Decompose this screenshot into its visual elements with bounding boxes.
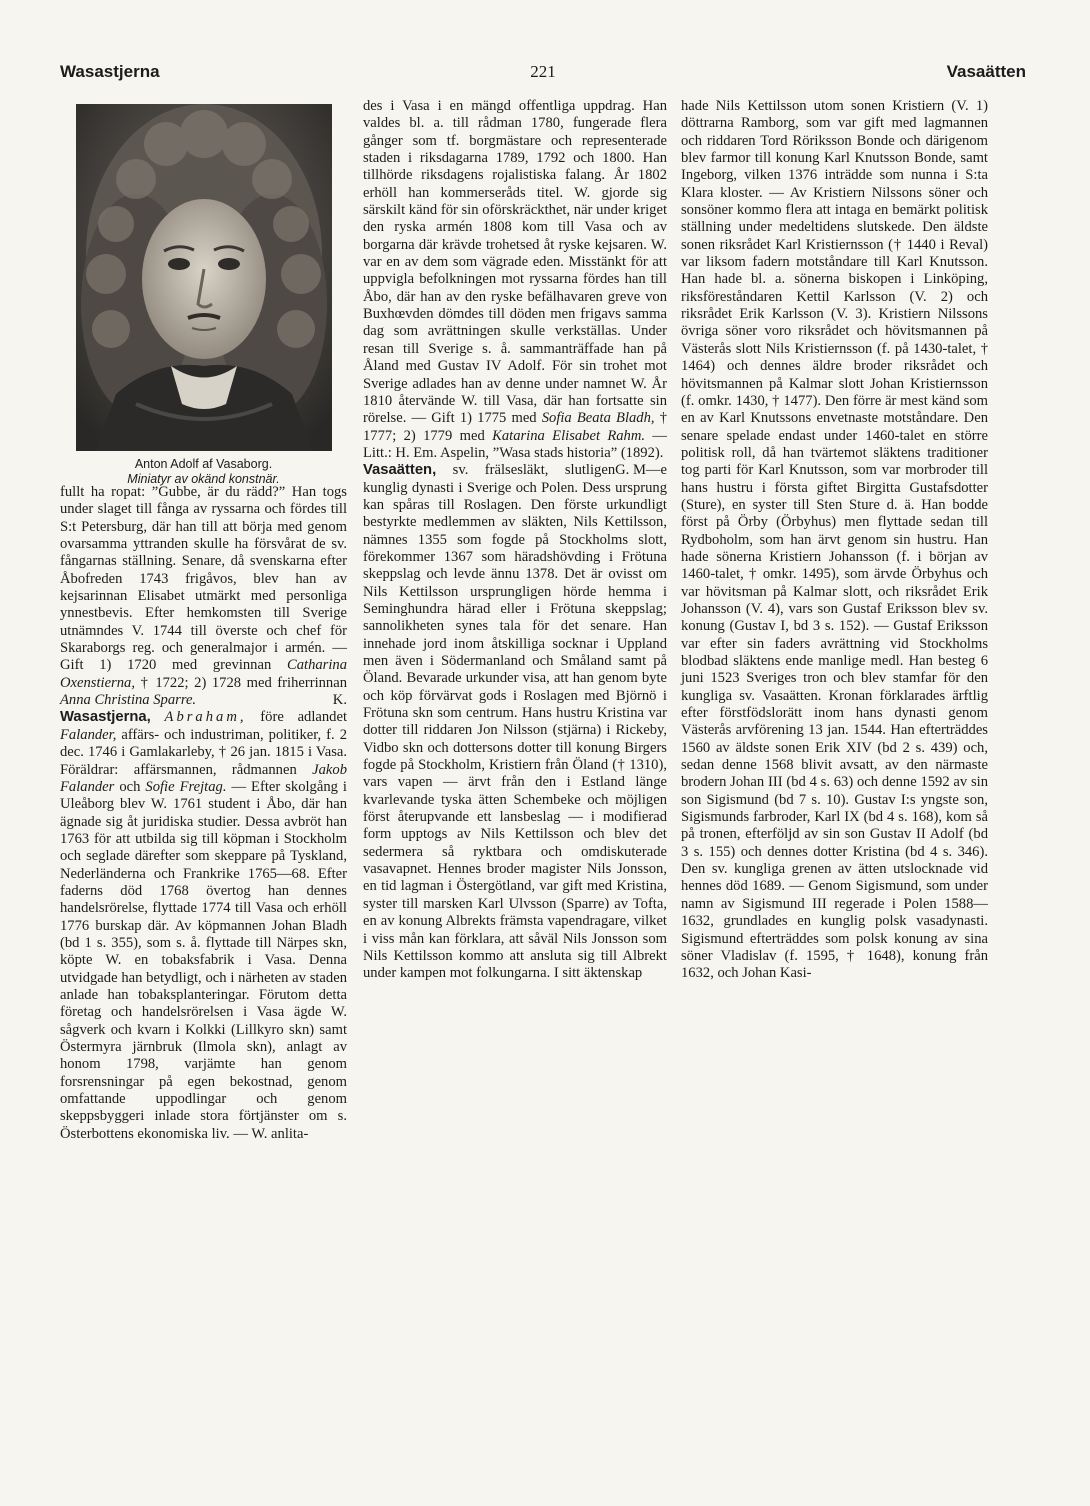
text-run: sv. frälsesläkt, slutligen kunglig dynasti i Sverige och Polen. Dess ursprung kan spåras till Roslagen. Den förste urkundligt bestyrkte medlemmen av släkten, Nils Kettilsson, nämnes 1355 som fogde på Stockholms slott, förekommer 1367 som häradshövding i Frötuna skeppslag och levde ännu 1378. Det är ovisst om Nils Kettilsson ursprungligen hörde hemma i Seminghundra härad eller i Frötuna skeppslag; sannolikheten synes tala för det senare. Han innehade jord inom åtskilliga socknar i Uppland men även i Södermanland och Småland samt på Öland. Bevarade urkunder visa, att han genom byte och köp förvärvat gods i Roslagen med Björnö i Frötuna skn som centrum. Hans hustru Kristina var dotter till riddaren Jon Nilsson (stjärna) i Rickeby, Vidbo skn och dottersons dotter till konung Birgers fogde på Stockholm, Kristiern från Öland († 1310), vars vapen — ärvt från den i Estland länge kvarlevande tyska ätten Schembeke och möjligen först återupvande ett lansbeslag — i modifierad form upptogs av Nils Kettilsson och blev det sedermera så ryktbara och omdiskuterade vasavapnet. Hennes broder magister Nils Jonsson, en tid lagman i Östergötland, var gift med Kristina, syster till marsken Karl Ulvsson (Sparre) av Tofta, en av konung Albrekts främsta vapendragare, vilket i viss mån kan förklara, att såväl Nils Jonsson som Nils Kettilsson kommo att ansluta sig till Albrekt under kampen mot folkungarna. I sitt äktenskap [363,462,667,982]
father-name: Jakob Falander [60,761,347,795]
text-run: — Litt.: H. Em. Aspelin, ”Wasa stads historia” (1892). [363,427,667,461]
text-run: före adlandet [260,709,347,726]
text-run: † 1777; 2) 1779 med [363,410,667,444]
author-signature: G. M—e [615,462,667,479]
text-column-3 [681,98,988,983]
given-name: Abraham, [164,709,247,726]
entry-abraham-wasastjerna [60,709,347,1143]
portrait-image [76,104,332,451]
portrait-illustration [76,104,332,451]
running-header [60,62,1026,88]
entry-vasaatten [363,462,667,982]
text-run: affärs- och industriman, politiker, f. 2 dec. 1746 i Gamlakarleby, † 26 jan. 1815 i Vasa. Föräldrar: affärsmannen, rådmannen [60,726,347,778]
text-column-1 [60,484,347,1143]
caption-title: Anton Adolf af Vasaborg. [134,457,273,471]
paragraph-vasaatten-continued: hade Nils Kettilsson utom sonen Kristiern (V. 1) döttrarna Ramborg, som var gift med lagmannen och riddaren Tord Röriksson Bonde och därigenom blev farmor till konung Karl Knutsson Bonde, samt Ingeborg, vilken 1376 inträdde som nunna i S:ta Klara kloster. — Av Kristiern Nilssons söner och sonsöner kommo flera att intaga en bemärkt politisk ställning under medeltidens slutskede. Den äldste sonen riksrådet Karl Kristiernsson († 1440 i Reval) var liksom fadern motståndare till Karl Knutsson. Han hade bl. a. sönerna biskopen i Linköping, riksföreståndaren Kettil Karlsson (V. 2) och riksrådet Erik Karlsson (V. 3). Kristiern Nilssons övriga söner voro riksrådet och hövitsmannen på Västerås slott Nils Kristiernsson (f. på 1430-talet, † 1464) och dennes äldre broder riksrådet och hövitsmannen på Kalmar slott Johan Kristiernsson (f. omkr. 1430, † 1477). Den förre är mest känd som en av Karl Knutssons envetnaste motståndare. Den senare spelade endast under 1460-talet en större politisk roll, då han tvärtemot släktens traditioner tog parti för Karl Knutsson, som var morbroder till hans hustru i första giftet Birgitta Gustafsdotter (Sture), en syster till Sten Sture d. ä. Han bodde först på Örby (Örbyhus) men flyttade sedan till Rydboholm, som han ärvt genom sin hustru. Han hade sönerna Kristiern Johansson (f. i början av 1460-talet, † omkr. 1495), som ärvde Örbyhus och var hövitsman på Kalmar slott, och riksrådet Erik Johansson (V. 4), vars son Gustaf Eriksson blev sv. konung (Gustav I, bd 3 s. 152). — Gustaf Eriksson var efter sin faders avrättning vid Stockholms blodbad släktens ende manlige medl. Han besteg 6 juni 1523 Sveriges tron och blev stamfar för den kungliga sv. Vasaätten. Kronan förklarades ärftlig efter förstfödslorätt inom hans dynasti genom Västerås arvförening 13 jan. 1544. Han efterträddes 1560 av äldste sonen Erik XIV (bd 2 s. 439) och, sedan denne 1568 blivit avsatt, av den närmaste brodern Johan III (bd 4 s. 63) och denne 1592 av sin son Sigismund (bd 7 s. 10). Gustav I:s yngste son, Sigismunds farbroder, Karl IX (bd 4 s. 168), kom så på tronen, efterföljd av sin son Gustav II Adolf (bd 3 s. 155) och dennes dotter Kristina (bd 4 s. 346). Den sv. kungliga grenen av ätten utslocknade vid hennes död 1689. — Genom Sigismund, som under namn av Sigismund III regerade i Polen 1588—1632, grundlades en kunglig polsk vasadynasti. Sigismund efterträddes som polsk konung av sina söner Vladislav (f. 1595, † 1648), konung från 1632, och Johan Kasi- [681,98,988,982]
page-number: 221 [530,62,556,81]
author-signature: K. [332,692,347,709]
former-surname: Falander, [60,726,117,743]
text-column-2 [363,98,667,983]
text-run: och [119,778,141,795]
figure-caption [60,457,347,487]
spouse-name: Sofia Beata Bladh, [541,410,655,427]
spouse-name: Anna Christina Sparre. [60,692,197,709]
entry-headword: Vasaätten, [363,462,437,479]
text-run: fullt ha ropat: ”Gubbe, är du rädd?” Han togs under slaget till fånga av ryssarna och fördes till S:t Petersburg, där han till att börja med genom ovarsamma yttranden skulle ha försvårat de sv. fångarnas ställning. Senare, då svenskarna efter Åbofreden 1743 frigåvos, blev han av kejsarinnan Elisabet utmärkt med personliga ynnestbevis. Efter hemkomsten till Sverige utnämndes V. 1744 till överste och chef för Skaraborgs reg. och generalmajor i armén. — Gift 1) 1720 med grevinnan [60,484,347,674]
mother-name: Sofie Frejtag. [145,778,227,795]
entry-headword: Wasastjerna, [60,709,151,726]
caption-subtitle: Miniatyr av okänd konstnär. [127,472,280,486]
header-right-title: Vasaätten [946,62,1026,81]
spouse-name: Catharina Oxenstierna, [60,657,347,691]
spouse-name: Katarina Elisabet Rahm. [492,427,646,444]
text-run: † 1722; 2) 1728 med friherrinnan [140,674,347,691]
paragraph-anton-adolf-continued [60,484,347,709]
header-left-title: Wasastjerna [60,62,160,81]
text-run: — Efter skolgång i Uleåborg blev W. 1761 student i Åbo, där han ägnade sig åt juridiska studier. Dessa avbröt han 1763 för att utbilda sig till köpman i Stockholm och seglade därefter som skeppare på Tyskland, Nederländerna och Frankrike 1765—68. Efter faderns död 1768 övertog han dennes handelsrörelse, flyttade 1774 till Vasa och erhöll 1776 burskap där. Av köpmannen Johan Bladh (bd 1 s. 355), som s. å. flyttade till Närpes skn, köpte W. en tobaksfabrik i Vasa. Denna utvidgade han betydligt, och i närheten av staden anlade han tobaksplanteringar. Förutom detta företag och handelsrörelsen i Vasa ägde W. sågverk och kvarn i Kolkki (Lillkyro skn) samt Östermyra järnbruk (Ilmola skn), anlagt av honom 1798, varjämte han genom forsrensningar på egen bekostnad, genom omfattande uppodlingar och genom skeppsbyggeri inlade stora förtjänster om s. Österbottens ekonomiska liv. — W. anlita- [60,778,347,1142]
text-run: des i Vasa i en mängd offentliga uppdrag. Han valdes bl. a. till rådman 1780, fungerade flera gånger som tf. borgmästare och representerade staden i riksdagarna 1789, 1792 och 1800. Han tillhörde riksdagens rojalistiska falang. År 1802 erhöll han kommerseråds titel. W. gjorde sig särskilt känd för sin oförskräckthet, när under kriget den ryska armén 1808 kom till Vasa och av borgarna där krävde trohetsed åt ryske kejsaren. W. var en av dem som vägrade eden. Misstänkt för att uppvigla befolkningen mot ryssarna fördes han till Åbo, där han av den ryske befälhavaren greve von Buxhœvden dömdes till döden men frigavs samma dag som avrättningen skulle verkställas. Under resan till Sverige s. å. sammanträffade han på Åland med Gustav IV Adolf. För sin trohet mot Sverige adlades han av denne under namnet W. År 1810 återvände W. till Vasa, där han fortsatte sin rörelse. — Gift 1) 1775 med [363,98,667,427]
